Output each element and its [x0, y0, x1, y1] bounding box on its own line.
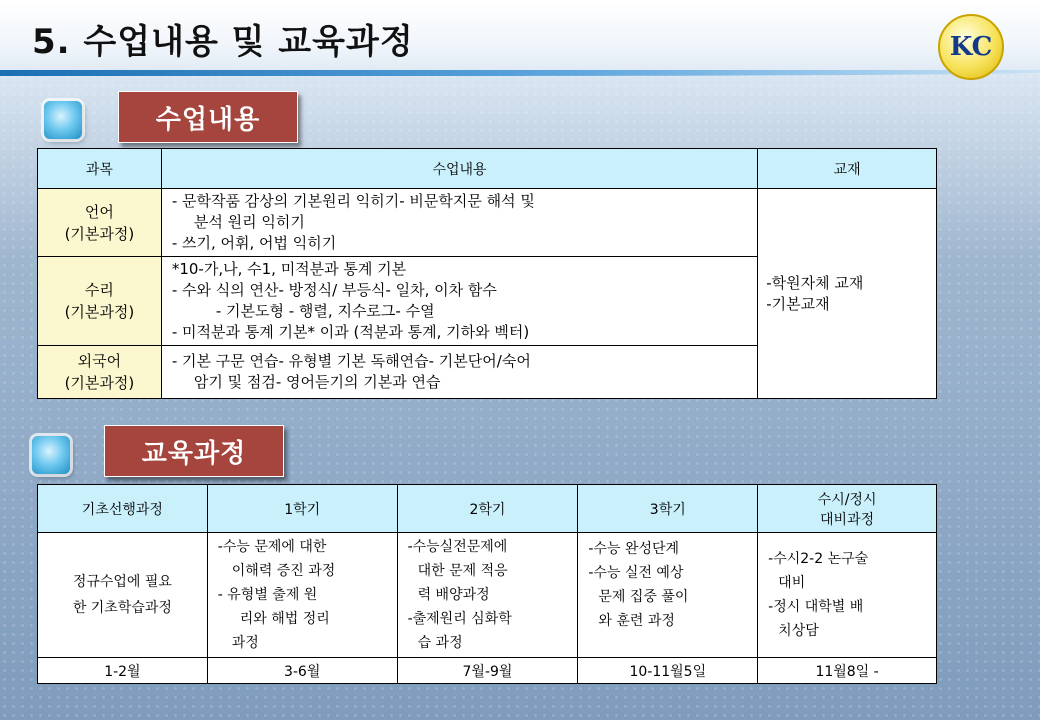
header-content: 수업내용	[161, 149, 757, 189]
cell-line: 문제 집중 풀이	[598, 589, 689, 605]
cell-line: - 유형별 출제 원	[217, 587, 318, 603]
cell-line: 치상담	[778, 623, 819, 639]
cell-line: 와 훈련 과정	[598, 613, 675, 629]
cell-line: -수능 실전 예상	[588, 565, 684, 581]
subject-name: 언어	[84, 202, 114, 221]
header-divider	[0, 70, 1040, 76]
section-label-curriculum: 교육과정	[104, 425, 284, 477]
header-book: 교재	[758, 149, 937, 189]
content-line: - 쓰기, 어휘, 어법 익히기	[171, 234, 337, 252]
subject-level: (기본과정)	[64, 374, 135, 392]
header-subject: 과목	[38, 149, 162, 189]
cell-line: 이해력 증진 과정	[231, 563, 336, 579]
header-term1: 1학기	[207, 485, 397, 533]
cell-line: 습 과정	[417, 635, 463, 651]
header-basic: 기초선행과정	[38, 485, 208, 533]
logo-text: KC	[949, 32, 993, 62]
subject-cell	[38, 189, 162, 257]
period-cell: 1-2월	[38, 658, 208, 684]
content-line: - 수와 식의 연산- 방정식/ 부등식- 일차, 이차 함수	[171, 281, 497, 299]
content-cell	[161, 257, 757, 346]
term2-cell	[397, 533, 578, 658]
period-cell: 7월-9월	[397, 658, 578, 684]
table-row	[38, 189, 937, 257]
header-term2: 2학기	[397, 485, 578, 533]
cell-line: -출제원리 심화학	[407, 611, 512, 627]
table-header-row	[38, 149, 937, 189]
content-line: - 기본 구문 연습- 유형별 기본 독해연습- 기본단어/숙어	[171, 352, 531, 370]
table-row	[38, 533, 937, 658]
content-line: 암기 및 점검- 영어듣기의 기본과 연습	[193, 373, 441, 391]
term3-cell	[578, 533, 758, 658]
subject-cell	[38, 346, 162, 399]
content-table	[37, 148, 937, 399]
basic-cell	[38, 533, 208, 658]
period-cell: 11월8일 -	[758, 658, 937, 684]
subject-level: (기본과정)	[64, 224, 135, 243]
cell-line: 한 기초학습과정	[72, 600, 172, 616]
cell-line: -정시 대학별 배	[768, 599, 864, 615]
table-row	[38, 658, 937, 684]
book-line: -학원자체 교재	[766, 273, 864, 292]
period-cell: 3-6월	[207, 658, 397, 684]
subject-name: 수리	[84, 281, 114, 299]
curriculum-table	[37, 484, 937, 684]
cell-line: 력 배양과정	[417, 587, 490, 603]
cell-line: -수능 완성단계	[588, 541, 680, 557]
subject-cell	[38, 257, 162, 346]
content-line: - 기본도형 - 행렬, 지수로그- 수열	[215, 302, 435, 320]
header-exam-line: 수시/정시	[817, 491, 877, 508]
content-line: - 문학작품 감상의 기본원리 익히기- 비문학지문 해석 및	[171, 192, 535, 210]
book-line: -기본교재	[766, 294, 830, 313]
book-cell	[758, 189, 937, 399]
content-line: 분석 원리 익히기	[193, 213, 305, 231]
cell-line: -수능 문제에 대한	[217, 539, 327, 555]
section-bullet-icon	[32, 436, 70, 474]
header-exam	[758, 485, 937, 533]
table-header-row	[38, 485, 937, 533]
section-label-content: 수업내용	[118, 91, 298, 143]
cell-line: 대비	[778, 575, 806, 591]
period-cell: 10-11월5일	[578, 658, 758, 684]
cell-line: -수시2-2 논구술	[768, 551, 869, 567]
cell-line: 리와 해법 정리	[239, 611, 330, 627]
cell-line: -수능실전문제에	[407, 539, 508, 555]
page-title: 5. 수업내용 및 교육과정	[32, 22, 414, 62]
content-line: *10-가,나, 수1, 미적분과 통계 기본	[171, 260, 407, 278]
term1-cell	[207, 533, 397, 658]
content-line: - 미적분과 통계 기본* 이과 (적분과 통계, 기하와 벡터)	[171, 323, 530, 341]
subject-name: 외국어	[77, 352, 122, 370]
content-cell	[161, 189, 757, 257]
section-bullet-icon	[44, 101, 82, 139]
logo	[938, 14, 1004, 80]
cell-line: 대한 문제 적응	[417, 563, 508, 579]
cell-line: 정규수업에 필요	[72, 574, 172, 590]
subject-level: (기본과정)	[64, 303, 135, 321]
header-exam-line: 대비과정	[820, 511, 875, 528]
exam-cell	[758, 533, 937, 658]
cell-line: 과정	[231, 635, 259, 651]
header-term3: 3학기	[578, 485, 758, 533]
content-cell	[161, 346, 757, 399]
